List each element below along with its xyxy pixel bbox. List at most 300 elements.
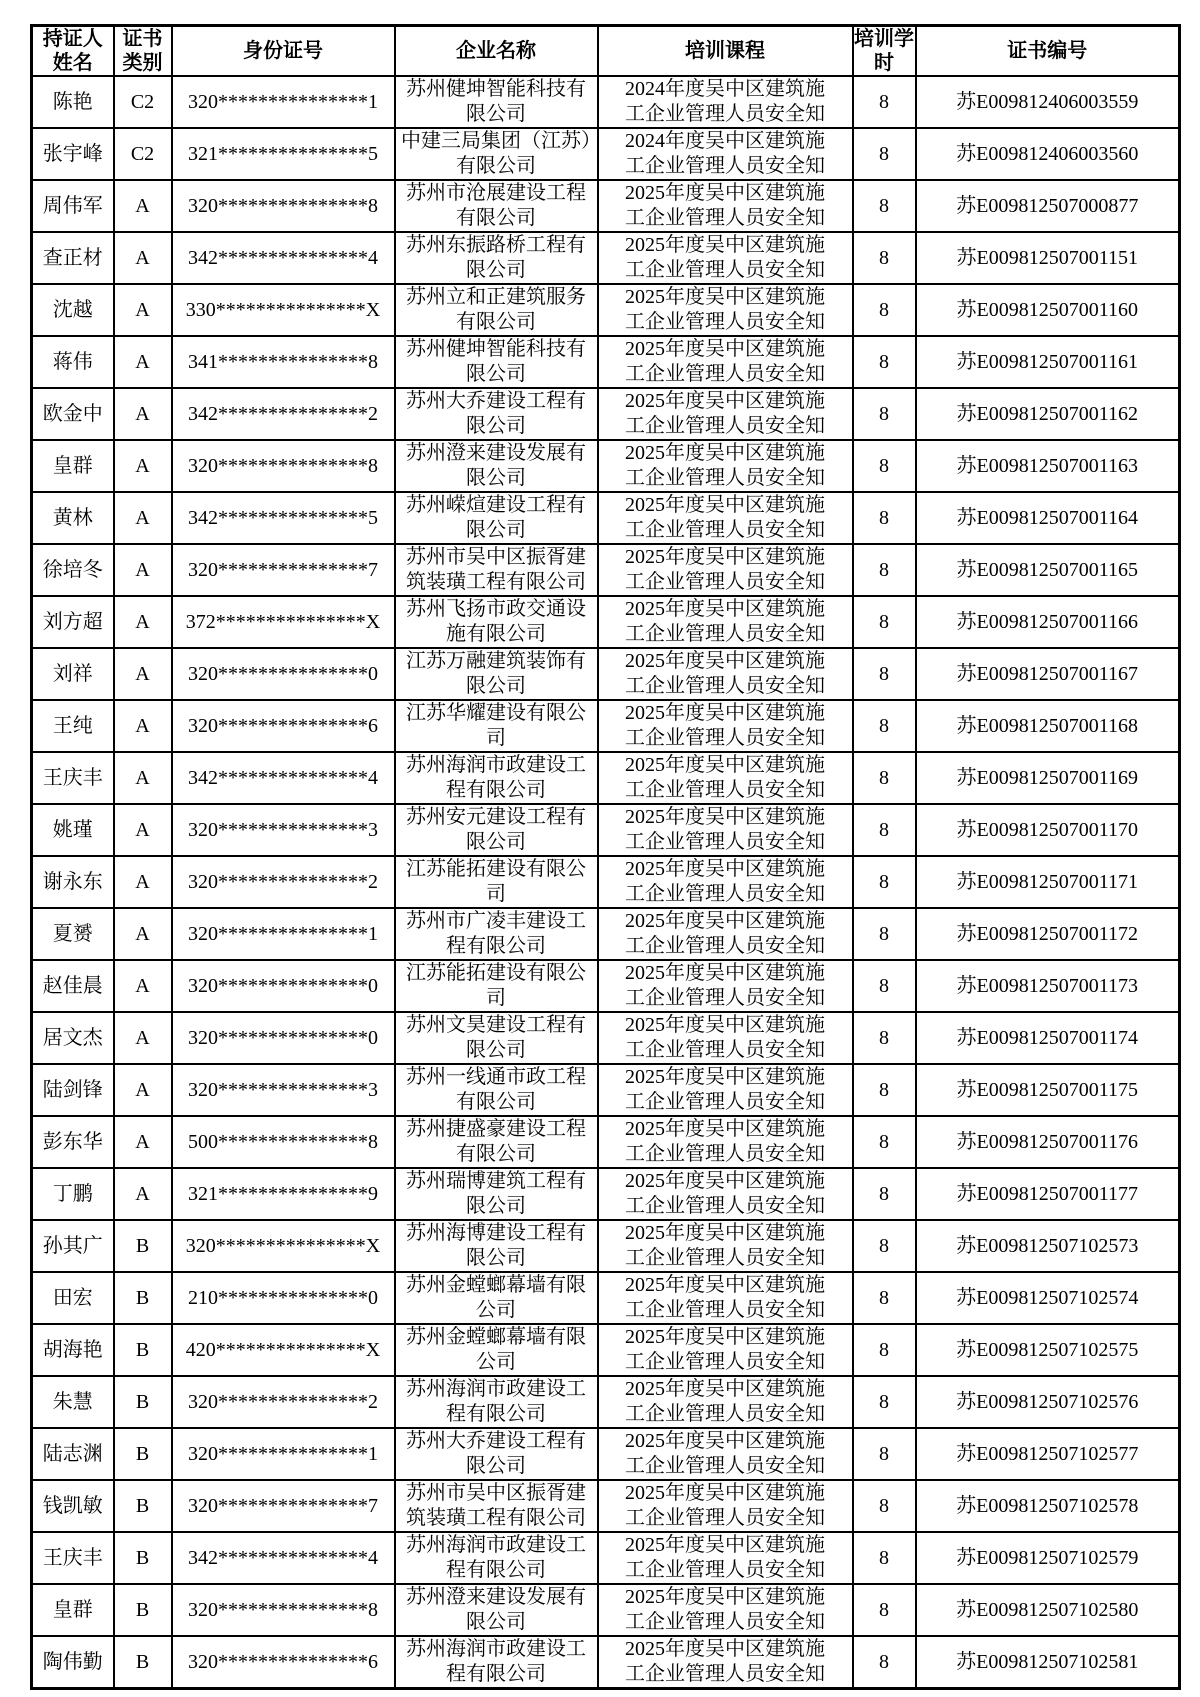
cell-company-name xyxy=(395,1428,598,1480)
cell-company-name xyxy=(395,1324,598,1376)
cell-cert-type: A xyxy=(114,1012,172,1064)
cell-training-course-text: 2025年度吴中区建筑施工企业管理人员安全知 xyxy=(625,754,825,801)
cell-cert-type: A xyxy=(114,908,172,960)
cell-holder-name: 沈越 xyxy=(32,284,114,336)
cell-training-hours: 8 xyxy=(853,284,916,336)
cell-cert-type: A xyxy=(114,492,172,544)
cell-training-hours: 8 xyxy=(853,1324,916,1376)
cell-training-course-text: 2025年度吴中区建筑施工企业管理人员安全知 xyxy=(625,1014,825,1061)
cell-cert-number: 苏E009812507102573 xyxy=(916,1220,1180,1272)
cell-training-course-text: 2025年度吴中区建筑施工企业管理人员安全知 xyxy=(625,1586,825,1633)
cell-id-number: 500***************8 xyxy=(172,1116,395,1168)
cell-holder-name: 孙其广 xyxy=(32,1220,114,1272)
cell-training-course xyxy=(598,1220,853,1272)
cell-id-number: 341***************8 xyxy=(172,336,395,388)
cell-company-name xyxy=(395,908,598,960)
cell-cert-number: 苏E009812507001165 xyxy=(916,544,1180,596)
cell-company-name xyxy=(395,1064,598,1116)
header-row xyxy=(32,26,1180,77)
cell-company-name xyxy=(395,1272,598,1324)
cell-company-name xyxy=(395,1220,598,1272)
cell-cert-number: 苏E009812507102574 xyxy=(916,1272,1180,1324)
column-header-cert-number: 证书编号 xyxy=(916,26,1180,77)
cell-company-name-text: 苏州市广凌丰建设工程有限公司 xyxy=(406,910,586,957)
cell-training-course xyxy=(598,388,853,440)
cell-holder-name: 张宇峰 xyxy=(32,128,114,180)
cell-training-course xyxy=(598,1584,853,1636)
cell-holder-name: 皇群 xyxy=(32,440,114,492)
cell-training-course-text: 2025年度吴中区建筑施工企业管理人员安全知 xyxy=(625,182,825,229)
table-row xyxy=(32,1480,1180,1532)
cell-cert-type: A xyxy=(114,804,172,856)
cell-training-course-text: 2025年度吴中区建筑施工企业管理人员安全知 xyxy=(625,1066,825,1113)
cell-cert-type: B xyxy=(114,1324,172,1376)
table-row xyxy=(32,180,1180,232)
cell-holder-name: 欧金中 xyxy=(32,388,114,440)
cell-training-course-text: 2025年度吴中区建筑施工企业管理人员安全知 xyxy=(625,1638,825,1685)
cell-id-number: 320***************X xyxy=(172,1220,395,1272)
cell-holder-name: 刘祥 xyxy=(32,648,114,700)
cell-company-name xyxy=(395,284,598,336)
cell-cert-number: 苏E009812507001177 xyxy=(916,1168,1180,1220)
cell-holder-name: 陶伟勤 xyxy=(32,1636,114,1689)
cell-company-name-text: 苏州市吴中区振胥建筑装璜工程有限公司 xyxy=(406,546,586,593)
cell-id-number: 342***************4 xyxy=(172,752,395,804)
column-header-training-course: 培训课程 xyxy=(598,26,853,77)
cell-company-name xyxy=(395,752,598,804)
cell-company-name-text: 苏州大乔建设工程有限公司 xyxy=(406,390,586,437)
table-row xyxy=(32,1532,1180,1584)
table-row xyxy=(32,908,1180,960)
table-row xyxy=(32,1428,1180,1480)
table-row xyxy=(32,596,1180,648)
cell-holder-name: 朱慧 xyxy=(32,1376,114,1428)
cell-id-number: 320***************8 xyxy=(172,1584,395,1636)
cell-cert-type: A xyxy=(114,1064,172,1116)
cell-company-name-text: 苏州健坤智能科技有限公司 xyxy=(406,338,586,385)
cell-company-name-text: 苏州飞扬市政交通设施有限公司 xyxy=(406,598,586,645)
cell-training-course-text: 2025年度吴中区建筑施工企业管理人员安全知 xyxy=(625,286,825,333)
cell-company-name-text: 苏州瑞博建筑工程有限公司 xyxy=(406,1170,586,1217)
cell-cert-number: 苏E009812507102578 xyxy=(916,1480,1180,1532)
cell-training-course-text: 2025年度吴中区建筑施工企业管理人员安全知 xyxy=(625,858,825,905)
cell-training-hours: 8 xyxy=(853,1116,916,1168)
cell-training-course-text: 2025年度吴中区建筑施工企业管理人员安全知 xyxy=(625,1326,825,1373)
cell-company-name xyxy=(395,128,598,180)
cell-company-name xyxy=(395,336,598,388)
cell-id-number: 320***************6 xyxy=(172,700,395,752)
cell-id-number: 320***************6 xyxy=(172,1636,395,1689)
table-row xyxy=(32,648,1180,700)
cell-id-number: 320***************3 xyxy=(172,1064,395,1116)
table-row xyxy=(32,128,1180,180)
cell-cert-number: 苏E009812507102576 xyxy=(916,1376,1180,1428)
cell-training-course xyxy=(598,908,853,960)
cell-id-number: 320***************0 xyxy=(172,1012,395,1064)
cell-holder-name: 查正材 xyxy=(32,232,114,284)
cell-id-number: 210***************0 xyxy=(172,1272,395,1324)
cell-holder-name: 谢永东 xyxy=(32,856,114,908)
cell-training-course xyxy=(598,492,853,544)
cell-holder-name: 夏赟 xyxy=(32,908,114,960)
cell-training-course xyxy=(598,1272,853,1324)
cell-company-name-text: 苏州海润市政建设工程有限公司 xyxy=(406,754,586,801)
cell-training-hours: 8 xyxy=(853,440,916,492)
cell-company-name xyxy=(395,1376,598,1428)
cell-cert-number: 苏E009812507001164 xyxy=(916,492,1180,544)
cell-training-course-text: 2025年度吴中区建筑施工企业管理人员安全知 xyxy=(625,1222,825,1269)
cell-company-name-text: 中建三局集团（江苏）有限公司 xyxy=(401,130,591,177)
cell-id-number: 342***************5 xyxy=(172,492,395,544)
column-header-company-name: 企业名称 xyxy=(395,26,598,77)
cell-training-course-text: 2025年度吴中区建筑施工企业管理人员安全知 xyxy=(625,1534,825,1581)
cell-cert-number: 苏E009812507001175 xyxy=(916,1064,1180,1116)
cell-cert-number: 苏E009812507001170 xyxy=(916,804,1180,856)
cell-cert-number: 苏E009812507102577 xyxy=(916,1428,1180,1480)
cell-training-course xyxy=(598,1480,853,1532)
cell-cert-type: A xyxy=(114,440,172,492)
table-row xyxy=(32,1220,1180,1272)
cell-cert-number: 苏E009812507001161 xyxy=(916,336,1180,388)
cell-company-name xyxy=(395,648,598,700)
table-row xyxy=(32,232,1180,284)
cell-id-number: 320***************3 xyxy=(172,804,395,856)
table-row xyxy=(32,1012,1180,1064)
cell-training-course-text: 2025年度吴中区建筑施工企业管理人员安全知 xyxy=(625,390,825,437)
cell-company-name-text: 苏州海润市政建设工程有限公司 xyxy=(406,1378,586,1425)
cell-training-course xyxy=(598,1428,853,1480)
cell-id-number: 320***************0 xyxy=(172,960,395,1012)
cell-training-course xyxy=(598,440,853,492)
cell-training-course xyxy=(598,700,853,752)
cell-training-hours: 8 xyxy=(853,752,916,804)
cell-holder-name: 赵佳晨 xyxy=(32,960,114,1012)
cell-cert-number: 苏E009812507001167 xyxy=(916,648,1180,700)
table-body xyxy=(32,76,1180,1689)
cell-training-hours: 8 xyxy=(853,1272,916,1324)
cell-id-number: 320***************1 xyxy=(172,1428,395,1480)
cell-holder-name: 田宏 xyxy=(32,1272,114,1324)
cell-holder-name: 胡海艳 xyxy=(32,1324,114,1376)
cell-company-name-text: 苏州金螳螂幕墙有限公司 xyxy=(406,1326,586,1373)
table-row xyxy=(32,440,1180,492)
cell-cert-type: B xyxy=(114,1428,172,1480)
cell-training-course-text: 2025年度吴中区建筑施工企业管理人员安全知 xyxy=(625,962,825,1009)
cell-company-name-text: 江苏能拓建设有限公司 xyxy=(406,962,586,1009)
cell-id-number: 320***************1 xyxy=(172,76,395,128)
table-row xyxy=(32,752,1180,804)
cell-company-name-text: 苏州海博建设工程有限公司 xyxy=(406,1222,586,1269)
cell-training-course-text: 2025年度吴中区建筑施工企业管理人员安全知 xyxy=(625,338,825,385)
cell-cert-type: A xyxy=(114,1168,172,1220)
cell-training-course xyxy=(598,232,853,284)
cell-company-name-text: 苏州东振路桥工程有限公司 xyxy=(406,234,586,281)
cell-company-name-text: 苏州澄来建设发展有限公司 xyxy=(406,442,586,489)
cell-id-number: 420***************X xyxy=(172,1324,395,1376)
cell-training-course-text: 2025年度吴中区建筑施工企业管理人员安全知 xyxy=(625,1482,825,1529)
cell-cert-number: 苏E009812507102575 xyxy=(916,1324,1180,1376)
cell-holder-name: 姚瑾 xyxy=(32,804,114,856)
cell-cert-type: B xyxy=(114,1532,172,1584)
table-row xyxy=(32,1376,1180,1428)
column-header-holder-name: 持证人姓名 xyxy=(32,26,114,77)
cell-holder-name: 蒋伟 xyxy=(32,336,114,388)
table-row xyxy=(32,804,1180,856)
cell-company-name-text: 苏州健坤智能科技有限公司 xyxy=(406,78,586,125)
cell-training-hours: 8 xyxy=(853,1480,916,1532)
column-header-training-hours: 培训学时 xyxy=(853,26,916,77)
cell-training-hours: 8 xyxy=(853,544,916,596)
cell-training-course-text: 2025年度吴中区建筑施工企业管理人员安全知 xyxy=(625,1118,825,1165)
cell-id-number: 320***************8 xyxy=(172,180,395,232)
cell-holder-name: 王庆丰 xyxy=(32,1532,114,1584)
cell-training-hours: 8 xyxy=(853,180,916,232)
table-row xyxy=(32,856,1180,908)
cell-company-name-text: 苏州文昊建设工程有限公司 xyxy=(406,1014,586,1061)
cell-cert-number: 苏E009812507001166 xyxy=(916,596,1180,648)
cell-training-hours: 8 xyxy=(853,1168,916,1220)
cell-holder-name: 刘方超 xyxy=(32,596,114,648)
cell-cert-type: A xyxy=(114,596,172,648)
cell-id-number: 330***************X xyxy=(172,284,395,336)
cell-company-name-text: 苏州海润市政建设工程有限公司 xyxy=(406,1638,586,1685)
cell-cert-number: 苏E009812507001172 xyxy=(916,908,1180,960)
cell-cert-type: C2 xyxy=(114,128,172,180)
cell-training-course xyxy=(598,1532,853,1584)
table-row xyxy=(32,1272,1180,1324)
cell-cert-type: A xyxy=(114,336,172,388)
cell-training-hours: 8 xyxy=(853,908,916,960)
cell-cert-type: B xyxy=(114,1220,172,1272)
cell-holder-name: 丁鹏 xyxy=(32,1168,114,1220)
cell-training-course-text: 2024年度吴中区建筑施工企业管理人员安全知 xyxy=(625,130,825,177)
cell-training-course-text: 2025年度吴中区建筑施工企业管理人员安全知 xyxy=(625,442,825,489)
cell-training-course xyxy=(598,1636,853,1689)
table-row xyxy=(32,284,1180,336)
cell-holder-name: 周伟军 xyxy=(32,180,114,232)
cell-training-hours: 8 xyxy=(853,960,916,1012)
cell-training-course-text: 2025年度吴中区建筑施工企业管理人员安全知 xyxy=(625,650,825,697)
cell-company-name xyxy=(395,440,598,492)
cell-training-course-text: 2024年度吴中区建筑施工企业管理人员安全知 xyxy=(625,78,825,125)
cell-cert-number: 苏E009812406003559 xyxy=(916,76,1180,128)
cell-training-hours: 8 xyxy=(853,1584,916,1636)
cell-company-name-text: 苏州澄来建设发展有限公司 xyxy=(406,1586,586,1633)
cell-company-name-text: 江苏华耀建设有限公司 xyxy=(406,702,586,749)
cell-training-course xyxy=(598,804,853,856)
cell-company-name xyxy=(395,1168,598,1220)
cell-training-course xyxy=(598,1376,853,1428)
cell-training-course xyxy=(598,648,853,700)
cell-training-course xyxy=(598,596,853,648)
cell-cert-number: 苏E009812507000877 xyxy=(916,180,1180,232)
cell-cert-type: A xyxy=(114,856,172,908)
cell-holder-name: 徐培冬 xyxy=(32,544,114,596)
cell-training-hours: 8 xyxy=(853,1064,916,1116)
cell-cert-number: 苏E009812507001168 xyxy=(916,700,1180,752)
cell-training-course-text: 2025年度吴中区建筑施工企业管理人员安全知 xyxy=(625,494,825,541)
cell-training-course xyxy=(598,1064,853,1116)
cell-training-hours: 8 xyxy=(853,1636,916,1689)
cell-company-name xyxy=(395,1636,598,1689)
table-row xyxy=(32,700,1180,752)
cell-training-course-text: 2025年度吴中区建筑施工企业管理人员安全知 xyxy=(625,1430,825,1477)
table-row xyxy=(32,1584,1180,1636)
cell-training-course xyxy=(598,960,853,1012)
cell-company-name xyxy=(395,544,598,596)
cell-holder-name: 皇群 xyxy=(32,1584,114,1636)
cell-training-hours: 8 xyxy=(853,856,916,908)
cell-id-number: 320***************1 xyxy=(172,908,395,960)
cell-id-number: 321***************9 xyxy=(172,1168,395,1220)
cell-training-hours: 8 xyxy=(853,648,916,700)
cell-training-hours: 8 xyxy=(853,492,916,544)
table-row xyxy=(32,1168,1180,1220)
table-row xyxy=(32,492,1180,544)
cell-training-course xyxy=(598,336,853,388)
table-row xyxy=(32,544,1180,596)
cell-training-course xyxy=(598,856,853,908)
cell-company-name-text: 苏州立和正建筑服务有限公司 xyxy=(406,286,586,333)
cell-id-number: 320***************7 xyxy=(172,544,395,596)
cell-company-name-text: 苏州市沧展建设工程有限公司 xyxy=(406,182,586,229)
cell-cert-number: 苏E009812507102579 xyxy=(916,1532,1180,1584)
cell-training-course xyxy=(598,1116,853,1168)
cell-training-hours: 8 xyxy=(853,388,916,440)
cell-company-name xyxy=(395,856,598,908)
cell-id-number: 320***************7 xyxy=(172,1480,395,1532)
cell-holder-name: 王纯 xyxy=(32,700,114,752)
cell-company-name xyxy=(395,388,598,440)
cell-id-number: 320***************8 xyxy=(172,440,395,492)
cell-cert-type: A xyxy=(114,180,172,232)
cell-company-name xyxy=(395,1116,598,1168)
cell-id-number: 320***************2 xyxy=(172,1376,395,1428)
cell-cert-type: A xyxy=(114,284,172,336)
cell-company-name xyxy=(395,1480,598,1532)
cell-training-hours: 8 xyxy=(853,76,916,128)
cell-cert-number: 苏E009812406003560 xyxy=(916,128,1180,180)
cell-cert-type: A xyxy=(114,700,172,752)
cell-cert-type: A xyxy=(114,232,172,284)
cell-cert-number: 苏E009812507001160 xyxy=(916,284,1180,336)
cell-cert-type: B xyxy=(114,1584,172,1636)
cell-training-course xyxy=(598,76,853,128)
cell-cert-number: 苏E009812507102580 xyxy=(916,1584,1180,1636)
cell-holder-name: 居文杰 xyxy=(32,1012,114,1064)
cell-training-hours: 8 xyxy=(853,804,916,856)
cell-company-name xyxy=(395,1012,598,1064)
cell-training-hours: 8 xyxy=(853,128,916,180)
cell-cert-number: 苏E009812507001151 xyxy=(916,232,1180,284)
certificate-table xyxy=(30,24,1181,1690)
cell-cert-number: 苏E009812507001162 xyxy=(916,388,1180,440)
cell-cert-type: A xyxy=(114,648,172,700)
cell-training-course xyxy=(598,1168,853,1220)
cell-cert-type: B xyxy=(114,1480,172,1532)
cell-training-course-text: 2025年度吴中区建筑施工企业管理人员安全知 xyxy=(625,1378,825,1425)
table-row xyxy=(32,388,1180,440)
cell-company-name xyxy=(395,700,598,752)
cell-company-name-text: 苏州大乔建设工程有限公司 xyxy=(406,1430,586,1477)
cell-cert-number: 苏E009812507001169 xyxy=(916,752,1180,804)
cell-cert-type: A xyxy=(114,1116,172,1168)
cell-holder-name: 陆志渊 xyxy=(32,1428,114,1480)
cell-company-name xyxy=(395,76,598,128)
cell-holder-name: 陈艳 xyxy=(32,76,114,128)
cell-holder-name: 王庆丰 xyxy=(32,752,114,804)
cell-company-name-text: 江苏能拓建设有限公司 xyxy=(406,858,586,905)
cell-training-course xyxy=(598,752,853,804)
cell-company-name xyxy=(395,804,598,856)
cell-id-number: 320***************2 xyxy=(172,856,395,908)
cell-training-hours: 8 xyxy=(853,1532,916,1584)
cell-holder-name: 黄林 xyxy=(32,492,114,544)
cell-company-name xyxy=(395,596,598,648)
cell-company-name-text: 苏州嵘煊建设工程有限公司 xyxy=(406,494,586,541)
cell-training-hours: 8 xyxy=(853,700,916,752)
cell-company-name xyxy=(395,232,598,284)
cell-cert-number: 苏E009812507102581 xyxy=(916,1636,1180,1689)
cell-company-name-text: 苏州海润市政建设工程有限公司 xyxy=(406,1534,586,1581)
cell-company-name xyxy=(395,960,598,1012)
cell-training-course xyxy=(598,544,853,596)
cell-training-course-text: 2025年度吴中区建筑施工企业管理人员安全知 xyxy=(625,806,825,853)
cell-cert-number: 苏E009812507001171 xyxy=(916,856,1180,908)
cell-company-name-text: 江苏万融建筑装饰有限公司 xyxy=(406,650,586,697)
cell-company-name-text: 苏州安元建设工程有限公司 xyxy=(406,806,586,853)
cell-cert-type: B xyxy=(114,1376,172,1428)
cell-company-name-text: 苏州捷盛豪建设工程有限公司 xyxy=(406,1118,586,1165)
cell-holder-name: 彭东华 xyxy=(32,1116,114,1168)
cell-company-name xyxy=(395,492,598,544)
cell-cert-type: A xyxy=(114,388,172,440)
cell-cert-type: A xyxy=(114,960,172,1012)
cell-id-number: 342***************2 xyxy=(172,388,395,440)
cell-training-course xyxy=(598,1324,853,1376)
cell-id-number: 342***************4 xyxy=(172,1532,395,1584)
cell-training-hours: 8 xyxy=(853,1012,916,1064)
table-row xyxy=(32,336,1180,388)
column-header-cert-type: 证书类别 xyxy=(114,26,172,77)
cell-training-course-text: 2025年度吴中区建筑施工企业管理人员安全知 xyxy=(625,910,825,957)
cell-cert-type: B xyxy=(114,1272,172,1324)
cell-training-course-text: 2025年度吴中区建筑施工企业管理人员安全知 xyxy=(625,702,825,749)
cell-training-hours: 8 xyxy=(853,336,916,388)
cell-cert-type: B xyxy=(114,1636,172,1689)
cell-cert-number: 苏E009812507001173 xyxy=(916,960,1180,1012)
cell-training-course-text: 2025年度吴中区建筑施工企业管理人员安全知 xyxy=(625,1170,825,1217)
cell-holder-name: 陆剑锋 xyxy=(32,1064,114,1116)
cell-company-name-text: 苏州金螳螂幕墙有限公司 xyxy=(406,1274,586,1321)
column-header-id-number: 身份证号 xyxy=(172,26,395,77)
table-row xyxy=(32,1636,1180,1689)
cell-training-hours: 8 xyxy=(853,596,916,648)
cell-training-course-text: 2025年度吴中区建筑施工企业管理人员安全知 xyxy=(625,234,825,281)
cell-cert-type: C2 xyxy=(114,76,172,128)
cell-holder-name: 钱凯敏 xyxy=(32,1480,114,1532)
table-row xyxy=(32,1324,1180,1376)
table-row xyxy=(32,1116,1180,1168)
cell-training-course-text: 2025年度吴中区建筑施工企业管理人员安全知 xyxy=(625,1274,825,1321)
cell-company-name xyxy=(395,180,598,232)
cell-company-name-text: 苏州一线通市政工程有限公司 xyxy=(406,1066,586,1113)
cell-training-course xyxy=(598,284,853,336)
cell-id-number: 372***************X xyxy=(172,596,395,648)
table-row xyxy=(32,76,1180,128)
cell-training-hours: 8 xyxy=(853,232,916,284)
cell-cert-type: A xyxy=(114,752,172,804)
